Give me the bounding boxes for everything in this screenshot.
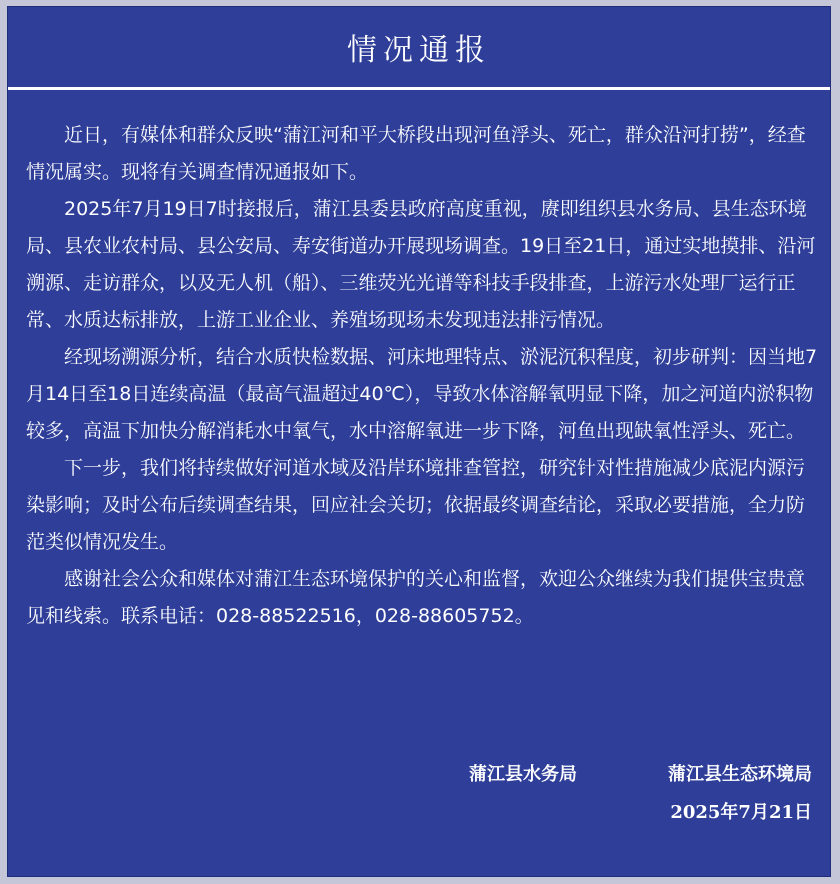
paragraph-intro: 近日，有媒体和群众反映“蒲江河和平大桥段出现河鱼浮头、死亡，群众沿河打捞”，经查情况属实。现将有关调查情况通报如下。 [26,124,806,183]
paragraph-next-steps: 下一步，我们将持续做好河道水域及沿岸环境排查管控，研究针对性措施减少底泥内源污染影响；及时公布后续调查结果，回应社会关切；依据最终调查结论，采取必要措施，全力防范类似情况发生。 [26,457,806,553]
title-divider [8,87,830,90]
signature-water-bureau: 蒲江县水务局 [469,764,577,785]
notice-body [26,117,821,635]
paragraph-analysis: 经现场溯源分析，结合水质快检数据、河床地理特点、淤泥沉积程度，初步研判：因当地7月14日至18日连续高温（最高气温超过40℃），导致水体溶解氧明显下降，加之河道内淤积物较多，高温下加快分解消耗水中氧气，水中溶解氧进一步下降，河鱼出现缺氧性浮头、死亡。 [26,346,818,442]
signature-date: 2025年7月21日 [670,802,812,823]
notice-title: 情况通报 [347,33,491,68]
paragraph-investigation: 2025年7月19日7时接报后，蒲江县委县政府高度重视，赓即组织县水务局、县生态环境局、县农业农村局、县公安局、寿安街道办开展现场调查。19日至21日，通过实地摸排、沿河溯源、走访群众，以及无人机（船）、三维荧光光谱等科技手段排查，上游污水处理厂运行正常、水质达标排放，上游工业企业、养殖场现场未发现违法排污情况。 [26,198,816,331]
signature-env-bureau: 蒲江县生态环境局 [668,764,812,785]
notice-panel [7,6,831,877]
paragraph-thanks: 感谢社会公众和媒体对蒲江生态环境保护的关心和监督，欢迎公众继续为我们提供宝贵意见和线索。联系电话：028-88522516，028-88605752。 [26,568,806,627]
